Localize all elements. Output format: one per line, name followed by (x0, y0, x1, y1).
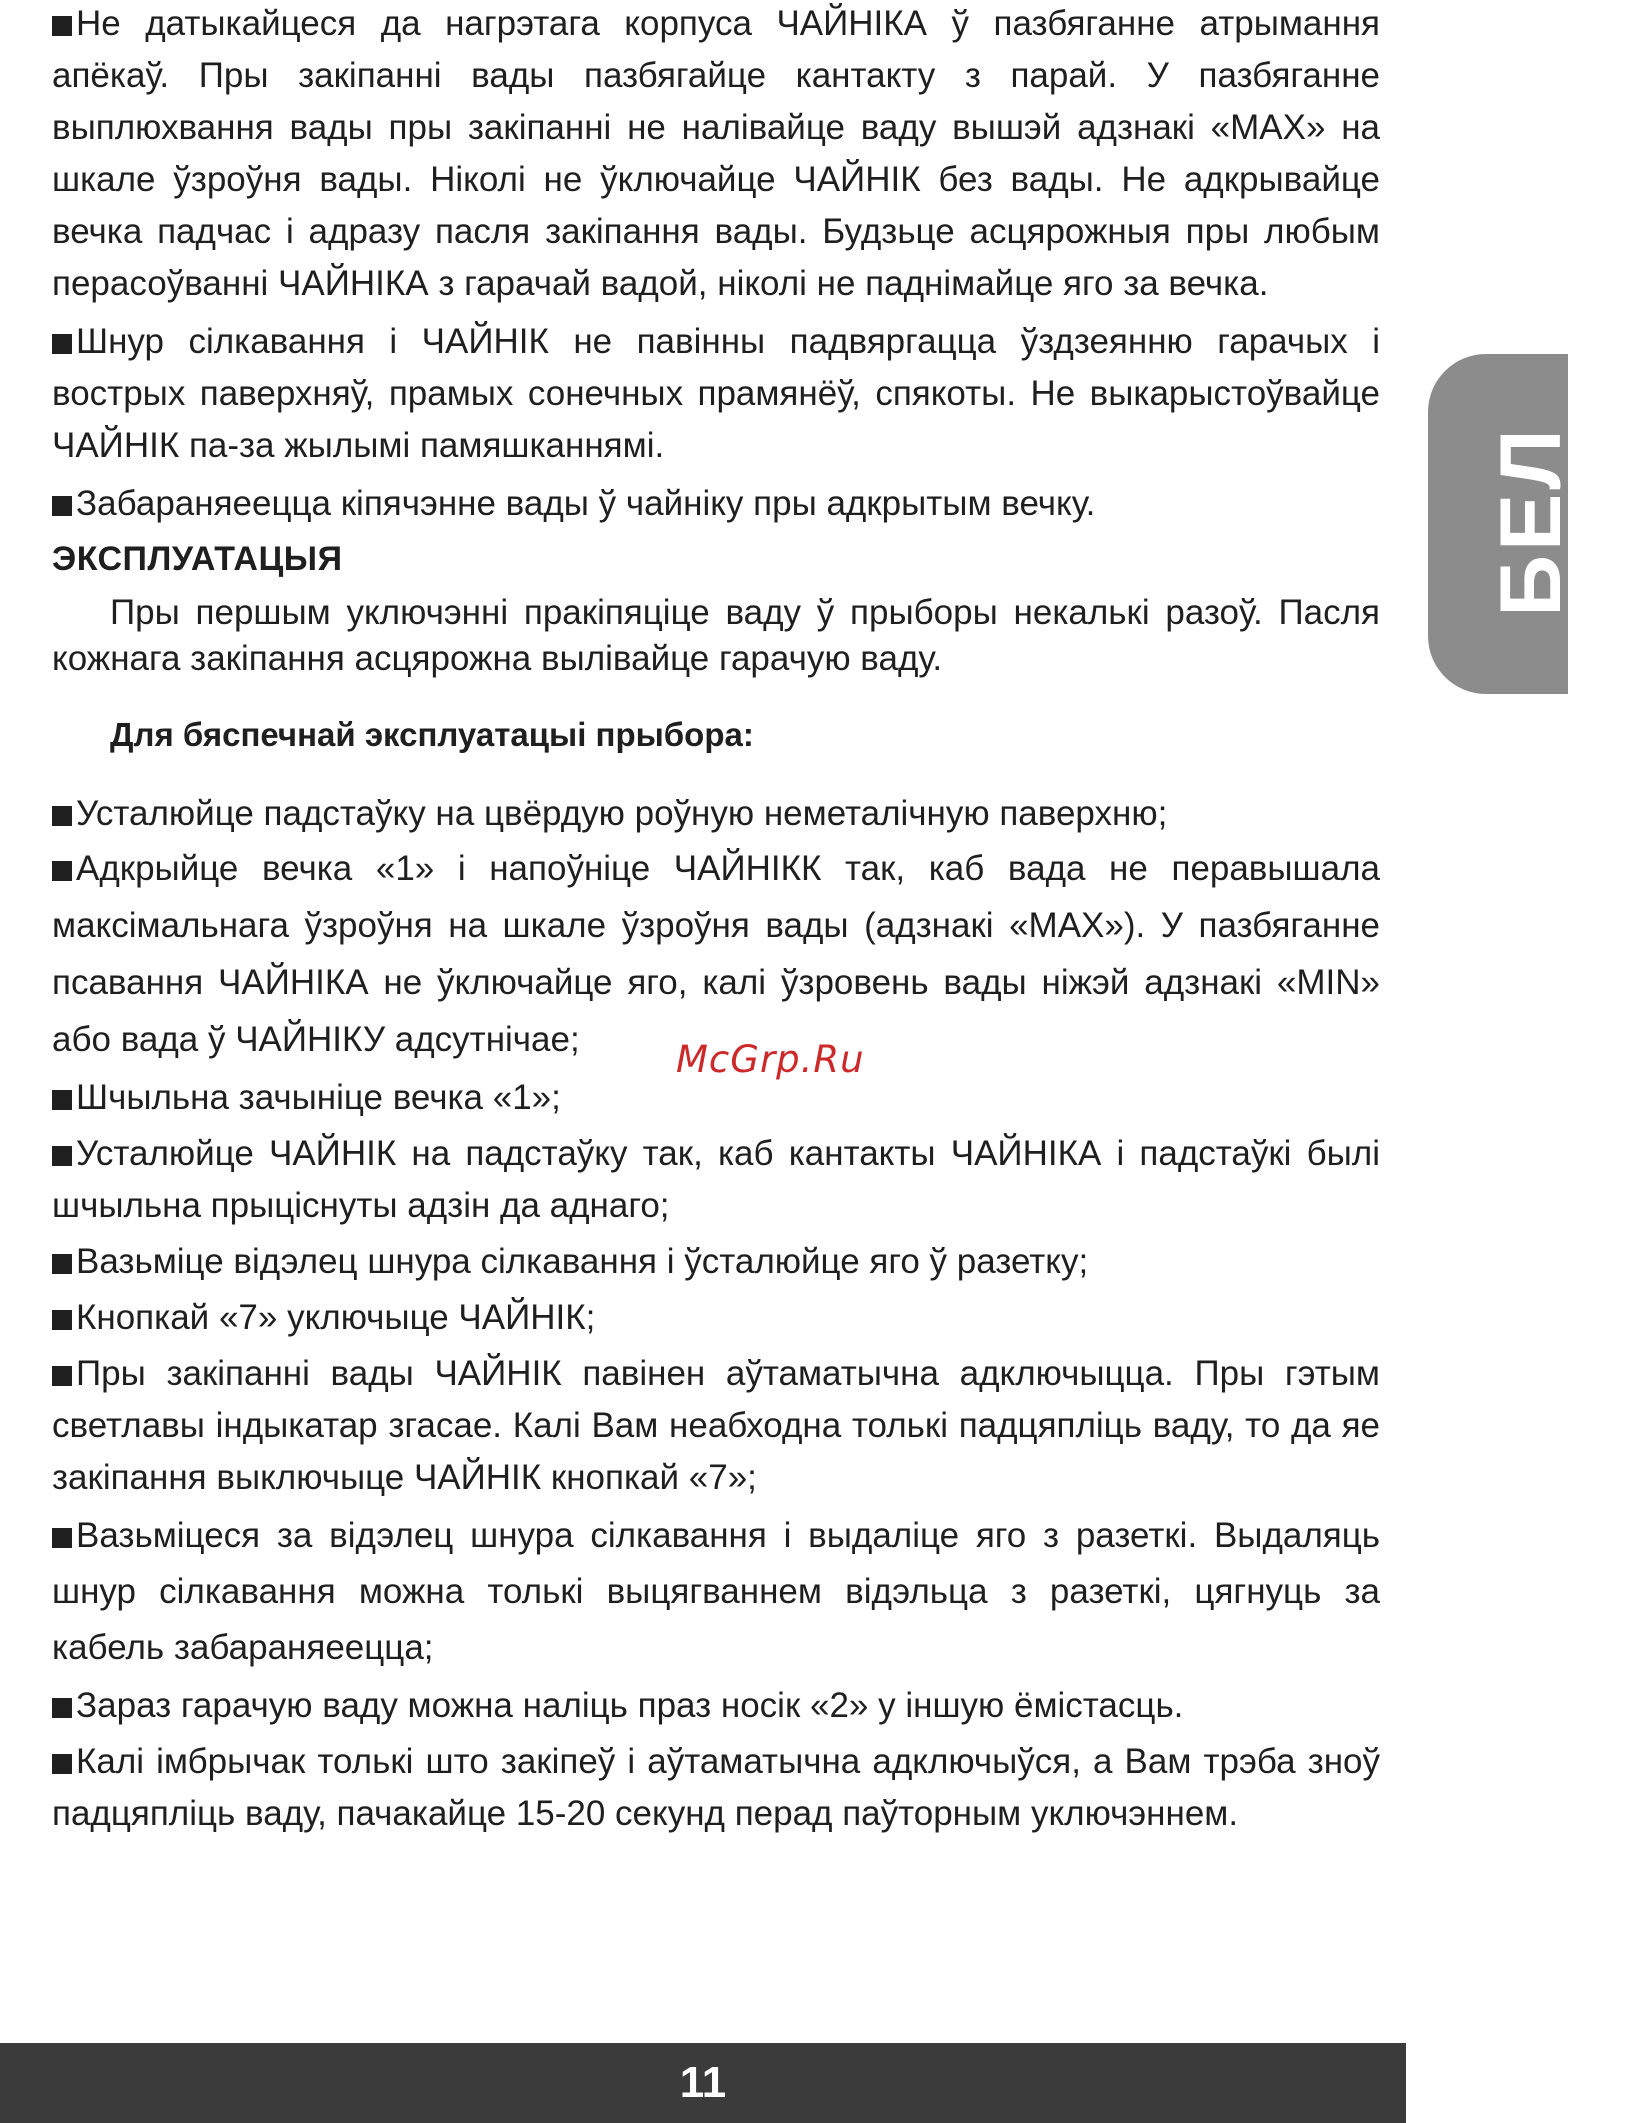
bullet-square-icon (52, 334, 72, 354)
list-item: Адкрыйце вечка «1» і напоўніце ЧАЙНІКК так, каб вада не перавышала максімальнага ўзроўня на шкале ўзроўня вады (адзнакі «MAX»). У пазбяганне псавання ЧАЙНІКА не ўключайце яго, калі ўзровень вады ніжэй адзнакі «MIN» або вада ў ЧАЙНІКУ адсутнічае; (52, 849, 1380, 1059)
list-item: Кнопкай «7» уключыце ЧАЙНІК; (52, 1292, 1380, 1344)
bullet-square-icon (52, 16, 72, 36)
list-item: Зараз гарачую ваду можна наліць праз носік «2» у іншую ёмістасць. (52, 1680, 1380, 1732)
page-number: 11 (679, 2058, 727, 2107)
section-heading: ЭКСПЛУАТАЦЫЯ (52, 540, 343, 578)
subheading: Для бяспечнай эксплуатацыі прыбора: (110, 716, 754, 753)
bullet-square-icon (52, 1310, 72, 1330)
bullet-square-icon (52, 806, 72, 826)
list-item: Усталюйце падстаўку на цвёрдую роўную неметалічную паверхню; (52, 788, 1380, 840)
list-item: Калі імбрычак толькі што закіпеў і аўтаматычна адключыўся, а Вам трэба зноў падцяпліць ваду, пачакайце 15-20 секунд перад паўторным уключэннем. (52, 1742, 1380, 1833)
list-item: Не датыкайцеся да нагрэтага корпуса ЧАЙНІКА ў пазбяганне атрымання апёкаў. Пры закіпанні вады пазбягайце кантакту з парай. У пазбяганне выплюхвання вады пры закіпанні не налівайце ваду вышэй адзнакі «MAX» на шкале ўзроўня вады. Ніколі не ўключайце ЧАЙНІК без вады. Не адкрывайце вечка падчас і адразу пасля закіпання вады. Будзьце асцярожныя пры любым перасоўванні ЧАЙНІКА з гарачай вадой, ніколі не паднімайце яго за вечка. (52, 4, 1380, 303)
list-item: Вазьміце відэлец шнура сілкавання і ўсталюйце яго ў разетку; (52, 1236, 1380, 1288)
bullet-square-icon (52, 496, 72, 516)
bullet-square-icon (52, 1254, 72, 1274)
language-tab-label: БЕЛ (1482, 425, 1579, 617)
list-item: Вазьміцеся за відэлец шнура сілкавання і выдаліце яго з разеткі. Выдаляць шнур сілкавання можна толькі выцягваннем відэльца з разеткі, цягнуць за кабель забараняеецца; (52, 1516, 1380, 1667)
watermark: McGrp.Ru (676, 1038, 865, 1081)
language-tab (1428, 354, 1579, 694)
page-content (52, 0, 1380, 1840)
intro-paragraph: Пры першым уключэнні пракіпяціце ваду ў прыборы некалькі разоў. Пасля кожнага закіпання асцярожна вылівайце гарачую ваду. (52, 593, 1380, 678)
list-item: Забараняеецца кіпячэнне вады ў чайніку пры адкрытым вечку. (52, 478, 1380, 530)
bullet-square-icon (52, 1754, 72, 1774)
bullet-square-icon (52, 1366, 72, 1386)
bullet-square-icon (52, 1528, 72, 1548)
bullet-square-icon (52, 861, 72, 881)
page-footer (0, 2043, 1406, 2123)
list-item: Усталюйце ЧАЙНІК на падстаўку так, каб кантакты ЧАЙНІКА і падстаўкі былі шчыльна прыціснуты адзін да аднаго; (52, 1134, 1380, 1225)
list-item: Шчыльна зачыніце вечка «1»; (52, 1072, 1380, 1124)
list-item: Шнур сілкавання і ЧАЙНІК не павінны падвяргацца ўздзеянню гарачых і вострых паверхняў, прамых сонечных прамянёў, спякоты. Не выкарыстоўвайце ЧАЙНІК па-за жылымі памяшканнямі. (52, 322, 1380, 465)
list-item: Пры закіпанні вады ЧАЙНІК павінен аўтаматычна адключыцца. Пры гэтым светлавы індыкатар згасае. Калі Вам неабходна толькі падцяпліць ваду, то да яе закіпання выключыце ЧАЙНІК кнопкай «7»; (52, 1354, 1380, 1497)
bullet-square-icon (52, 1090, 72, 1110)
bullet-square-icon (52, 1698, 72, 1718)
steps-list (52, 788, 1380, 1840)
bullet-square-icon (52, 1146, 72, 1166)
